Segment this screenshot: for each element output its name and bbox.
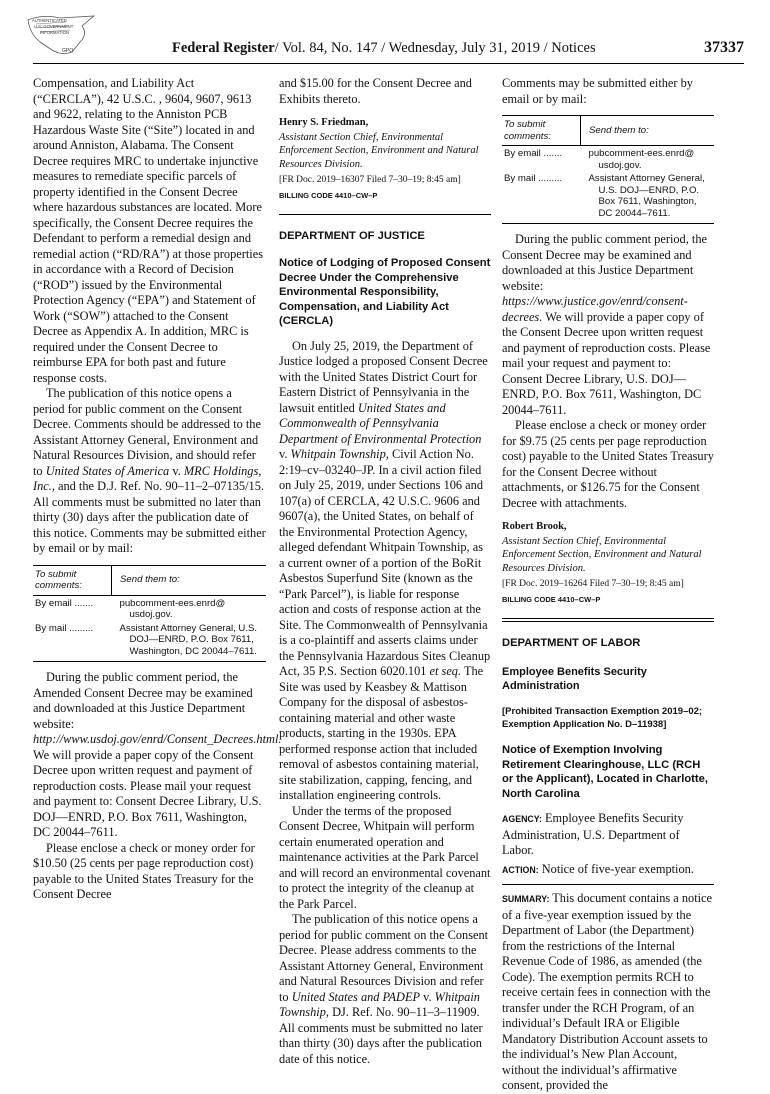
email-label: By email .......: [504, 148, 563, 159]
fr-doc-line: [FR Doc. 2019–16307 Filed 7–30–19; 8:45 am]: [279, 175, 461, 185]
paragraph: Compensation, and Liability Act (“CERCLA”), 42 U.S.C. , 9604, 9607, 9613 and 9622, relating to the Anniston PCB Hazardous Waste Site (“Site”) located in and around Anniston, Alabama. The Consent Decree requires MRC to undertake injunctive measures to remediate specific parcels of property identified in the Consent Decree where hazardous substances are located. More specifically, the Consent Decree requires the Defendant to perform a remedial design and remedial action (“RD/RA”) at those properties in accordance with a Record of Decision (“ROD”) issued by the Environmental Protection Agency (“EPA”) and Statement of Work (“SOW”) attached to the Consent Decree as Appendix A. In addition, MRC is required under the Consent Decree to reimburse EPA for both past and future response costs.: [33, 76, 263, 385]
paragraph: Please enclose a check or money order for $9.75 (25 cents per page reproduction cost) payable to the United States Treasury for the Consent Decree without attachments, or $126.75 for the Consent Decree with attachments.: [502, 418, 714, 510]
paragraph: Under the terms of the proposed Consent Decree, Whitpain will perform certain enumerated operation and maintenance activities at the Park Parcel and will record an environmental covenant to protect the integrity of the cleanup at the Park Parcel.: [279, 803, 491, 911]
paragraph: and $15.00 for the Consent Decree and Exhibits thereto.: [279, 76, 472, 106]
summary-divider: [502, 884, 714, 885]
table-header-submit: To submit comments:: [502, 116, 581, 146]
paragraph: During the public comment period, the Amended Consent Decree may be examined and downloaded at this Justice Department website: http://www.usdoj.gov/enrd/Consent_Decrees.html. We will provide a paper copy of the Consent Decree upon written request and payment of reproduction costs. Please mail your request and payment to: Consent Decree Library, U.S. DOJ—ENRD, P.O. Box 7611, Washington, DC 20044–7611.: [33, 670, 282, 839]
department-heading: DEPARTMENT OF JUSTICE: [279, 229, 425, 242]
running-header: [172, 40, 596, 57]
table-header-send: Send them to:: [112, 565, 267, 595]
email-value: pubcomment-ees.enrd@ usdoj.gov.: [588, 148, 695, 171]
signatory-title: Assistant Section Chief, Environmental Enforcement Section, Environment and Natural Resources Division.: [279, 131, 479, 170]
agency-line: AGENCY: Employee Benefits Security Administration, U.S. Department of Labor.: [502, 811, 684, 857]
table-header-send: Send them to:: [581, 116, 715, 146]
summary-paragraph: SUMMARY: This document contains a notice of a five-year exemption issued by the Department of Labor (the Department) from the restrictions of the Internal Revenue Code of 1986, as amended (the Code). The exemption permits RCH to receive certain fees in connection with the transfer under the RCH Program, of an individual’s Default IRA or Eligible Mandatory Distribution Account assets to the individual’s New Plan Account, without the individual’s affirmative consent, provided the: [502, 891, 713, 1092]
table-row: [502, 171, 714, 219]
fr-doc-line: [FR Doc. 2019–16264 Filed 7–30–19; 8:45 am]: [502, 579, 684, 589]
seal-line-1: AUTHENTICATED: [32, 18, 67, 23]
paragraph: Comments may be submitted either by email or by mail:: [502, 76, 693, 106]
seal-line-2: U.S. GOVERNMENT: [34, 24, 74, 29]
seal-line-3: INFORMATION: [40, 30, 69, 35]
table-row: [33, 595, 266, 621]
table-header-submit: To submit comments:: [33, 565, 112, 595]
paragraph: During the public comment period, the Consent Decree may be examined and downloaded at this Justice Department website: https://www.justice.gov/enrd/consent-decrees. We will provide a paper copy of the Consent Decree upon written request and payment of reproduction costs. Please mail your request and payment to: Consent Decree Library, U.S. DOJ—ENRD, P.O. Box 7611, Washington, DC 20044–7611.: [502, 232, 711, 417]
email-label: By email .......: [35, 597, 94, 609]
signatory-title: Assistant Section Chief, Environmental Enforcement Section, Environment and Natural Resources Division.: [502, 535, 702, 574]
paragraph: Please enclose a check or money order for $10.50 (25 cents per page reproduction cost) payable to the United States Treasury for the Consent Decree: [33, 840, 255, 901]
department-heading: DEPARTMENT OF LABOR: [502, 636, 641, 649]
paragraph: The publication of this notice opens a period for public comment on the Consent Decree. Please address comments to the Assistant Attorney General, Environment and Natural Resources Division and refer to United States and PADEP v. Whitpain Township, DJ. Ref. No. 90–11–3–11909. All comments must be submitted no later than thirty (30) days after the publication date of this notice.: [279, 912, 489, 1066]
billing-code: BILLING CODE 4410–CW–P: [279, 191, 378, 200]
website-link[interactable]: https://www.justice.gov/enrd/consent-decrees.: [502, 294, 688, 324]
exemption-reference: [Prohibited Transaction Exemption 2019–02; Exemption Application No. D–11938]: [502, 706, 703, 730]
header-rule: [33, 63, 744, 64]
submission-table: [33, 565, 266, 663]
website-link[interactable]: http://www.usdoj.gov/enrd/Consent_Decrees.html.: [33, 732, 282, 746]
table-row: [502, 146, 714, 172]
column-2: [279, 76, 491, 1067]
section-divider: [279, 214, 491, 215]
mail-label: By mail .........: [504, 173, 563, 184]
section-divider: [502, 618, 714, 622]
page-number: 37337: [704, 39, 744, 56]
signatory-name: Robert Brook,: [502, 521, 567, 532]
paragraph: On July 25, 2019, the Department of Justice lodged a proposed Consent Decree with the United States District Court for Eastern District of Pennsylvania in the lawsuit entitled United States and Commonwealth of Pennsylvania Department of Environmental Protection v. Whitpain Township, Civil Action No. 2:19–cv–03240–JP. In a civil action filed on July 25, 2019, under Sections 106 and 107(a) of CERCLA, 42 U.S.C. 9606 and 9607(a), the United States, on behalf of the Environmental Protection Agency, alleged defendant Whitpain Township, as a current owner of a portion of the BoRit Asbestos Superfund Site (known as the “Park Parcel”), is liable for response action and costs of response action at the Site. The Commonwealth of Pennsylvania is a co-plaintiff and asserts claims under the Pennsylvania Hazardous Sites Cleanup Act, 35 P.S. Section 6020.101 et seq. The Site was used by Keasbey & Mattison Company for the disposal of asbestos-containing material and other waste products, starting in the 1930s. EPA performed response action that included removal of asbestos containing material, site stabilization, capping, fencing, and installation engineering controls.: [279, 338, 491, 802]
submission-table: [502, 115, 714, 224]
seal-line-4: GPO: [62, 48, 74, 54]
issue-meta: / Vol. 84, No. 147 / Wednesday, July 31, 2019 / Notices: [274, 40, 596, 56]
mail-value: Assistant Attorney General, U.S. DOJ—ENRD, P.O. Box 7611, Washington, DC 20044–7611.: [588, 173, 705, 219]
email-value: pubcomment-ees.enrd@ usdoj.gov.: [119, 597, 226, 620]
table-row: [33, 621, 266, 658]
paragraph: The publication of this notice opens a period for public comment on the Consent Decree. Comments should be addressed to the Assistant Attorney General, Environment and Natural Resources Division, and should refer to United States of America v. MRC Holdings, Inc., and the D.J. Ref. No. 90–11–2–07135/15. All comments must be submitted no later than thirty (30) days after the publication date of this notice. Comments may be submitted either by email or by mail:: [33, 386, 266, 555]
notice-title: Notice of Lodging of Proposed Consent Decree Under the Comprehensive Environmental Responsibility, Compensation, and Liability Act (CERCLA): [279, 257, 491, 327]
column-1: [33, 76, 282, 903]
agency-heading: Employee Benefits Security Administration: [502, 666, 647, 692]
billing-code: BILLING CODE 4410–CW–P: [502, 595, 601, 604]
mail-label: By mail .........: [35, 622, 94, 634]
signatory-name: Henry S. Friedman,: [279, 117, 369, 128]
journal-name: Federal Register: [172, 40, 275, 56]
notice-title: Notice of Exemption Involving Retirement Clearinghouse, LLC (RCH or the Applicant), Located in Charlotte, North Carolina: [502, 744, 708, 800]
column-3: [502, 76, 714, 1094]
authentication-seal-icon: [22, 12, 100, 58]
action-line: ACTION: Notice of five-year exemption.: [502, 861, 694, 876]
mail-value: Assistant Attorney General, U.S. DOJ—ENRD, P.O. Box 7611, Washington, DC 20044–7611.: [119, 622, 258, 657]
